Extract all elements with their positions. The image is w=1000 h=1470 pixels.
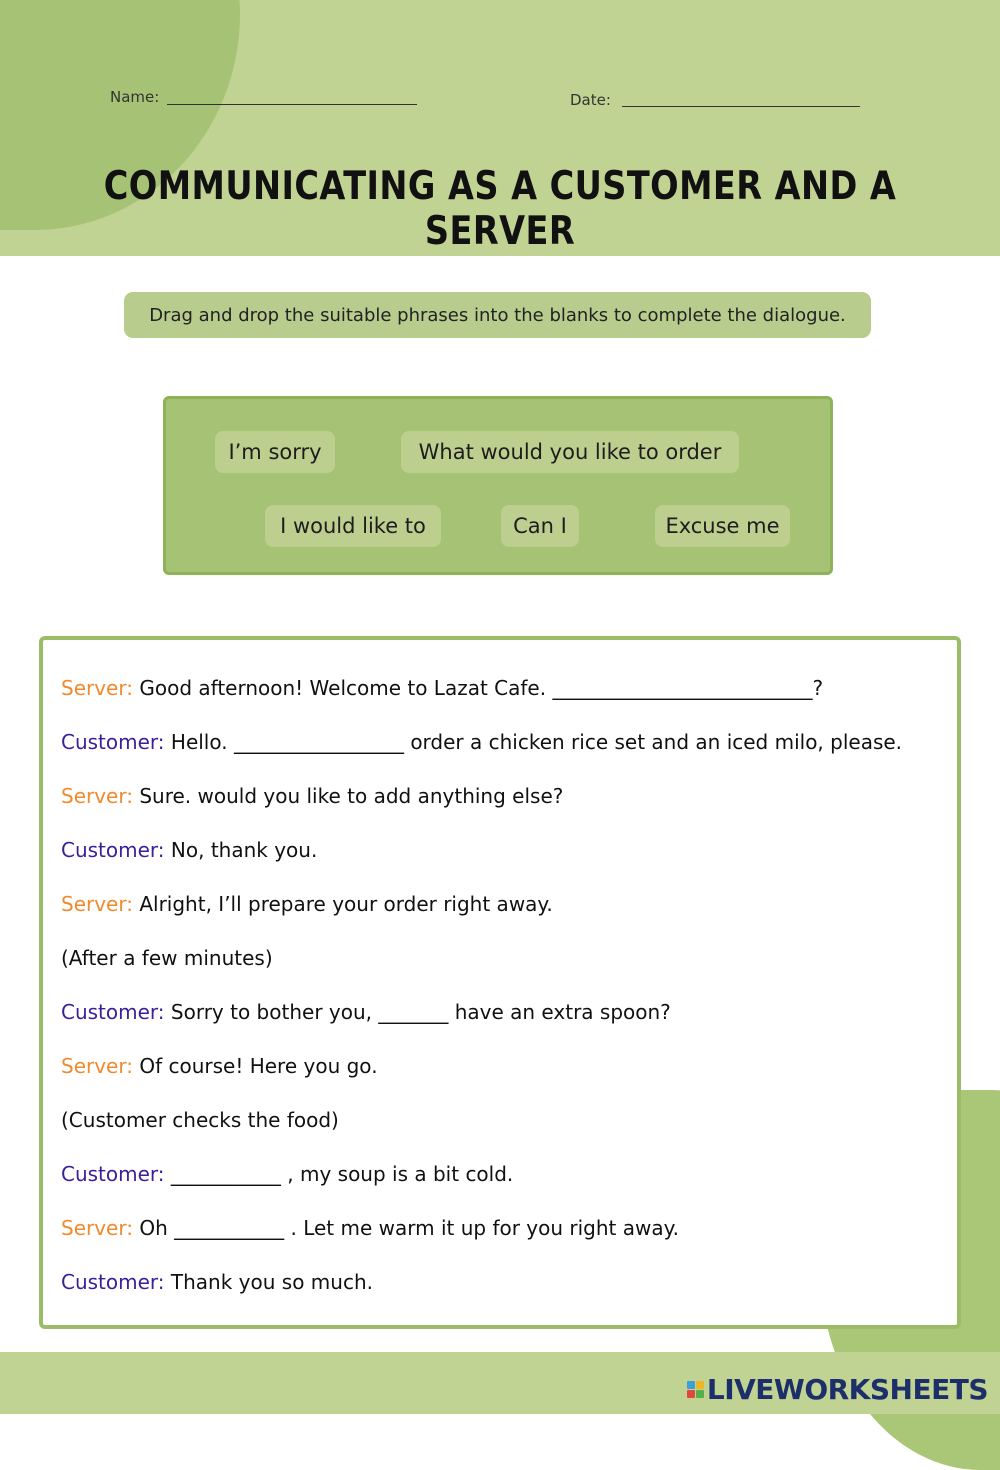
instruction-text: Drag and drop the suitable phrases into the blanks to complete the dialogue.	[149, 304, 846, 326]
phrase-chip-excuse-me[interactable]	[655, 505, 790, 547]
phrase-chip-label: Can I	[513, 514, 567, 538]
phrase-chip-what-would-you-like[interactable]	[401, 431, 739, 473]
dialogue-text[interactable]: Good afternoon! Welcome to Lazat Cafe. __________________________?	[139, 676, 824, 700]
speaker-label: Customer:	[61, 1162, 165, 1186]
phrase-chip-label: I’m sorry	[228, 440, 322, 464]
phrase-chip-label: Excuse me	[665, 514, 780, 538]
narration-line	[61, 946, 273, 970]
speaker-label: Server:	[61, 892, 133, 916]
dialogue-box	[39, 636, 961, 1329]
dialogue-line	[61, 892, 553, 916]
phrase-chip-can-i[interactable]	[501, 505, 579, 547]
dialogue-text[interactable]: Sorry to bother you, _______ have an extra spoon?	[170, 1000, 671, 1024]
dialogue-text[interactable]: ___________ , my soup is a bit cold.	[170, 1162, 514, 1186]
dialogue-text: Alright, I’ll prepare your order right away.	[139, 892, 553, 916]
phrase-chip-im-sorry[interactable]	[215, 431, 335, 473]
speaker-label: Customer:	[61, 1000, 165, 1024]
dialogue-text: Sure. would you like to add anything else?	[139, 784, 564, 808]
dialogue-line	[61, 730, 902, 754]
dialogue-line	[61, 1054, 378, 1078]
dialogue-line	[61, 1270, 373, 1294]
liveworksheets-logo-icon	[687, 1381, 704, 1398]
dialogue-line	[61, 838, 317, 862]
phrase-chip-label: I would like to	[280, 514, 426, 538]
dialogue-line	[61, 1000, 671, 1024]
header-banner	[0, 0, 1000, 256]
speaker-label: Customer:	[61, 730, 165, 754]
speaker-label: Customer:	[61, 1270, 165, 1294]
narration-text: (After a few minutes)	[61, 946, 273, 970]
name-field[interactable]	[167, 104, 417, 105]
dialogue-line	[61, 784, 563, 808]
narration-line	[61, 1108, 339, 1132]
speaker-label: Server:	[61, 1054, 133, 1078]
dialogue-text: Thank you so much.	[170, 1270, 373, 1294]
dialogue-line	[61, 676, 823, 700]
speaker-label: Server:	[61, 676, 133, 700]
speaker-label: Customer:	[61, 838, 165, 862]
phrase-chip-label: What would you like to order	[418, 440, 722, 464]
instruction-banner	[124, 292, 871, 338]
brand-logo[interactable]	[687, 1373, 988, 1406]
date-field[interactable]	[622, 106, 860, 107]
page-title: COMMUNICATING AS A CUSTOMER AND A SERVER	[103, 164, 897, 254]
brand-name: LIVEWORKSHEETS	[706, 1373, 988, 1406]
dialogue-text: No, thank you.	[170, 838, 318, 862]
name-label: Name:	[110, 88, 160, 106]
date-label: Date:	[570, 91, 611, 109]
phrase-chip-i-would-like-to[interactable]	[265, 505, 441, 547]
dialogue-line	[61, 1216, 679, 1240]
speaker-label: Server:	[61, 1216, 133, 1240]
dialogue-text[interactable]: Hello. _________________ order a chicken rice set and an iced milo, please.	[170, 730, 903, 754]
dialogue-line	[61, 1162, 513, 1186]
dialogue-text[interactable]: Oh ___________ . Let me warm it up for you right away.	[139, 1216, 679, 1240]
dialogue-text: Of course! Here you go.	[139, 1054, 378, 1078]
phrase-bank	[163, 396, 833, 575]
speaker-label: Server:	[61, 784, 133, 808]
narration-text: (Customer checks the food)	[61, 1108, 339, 1132]
